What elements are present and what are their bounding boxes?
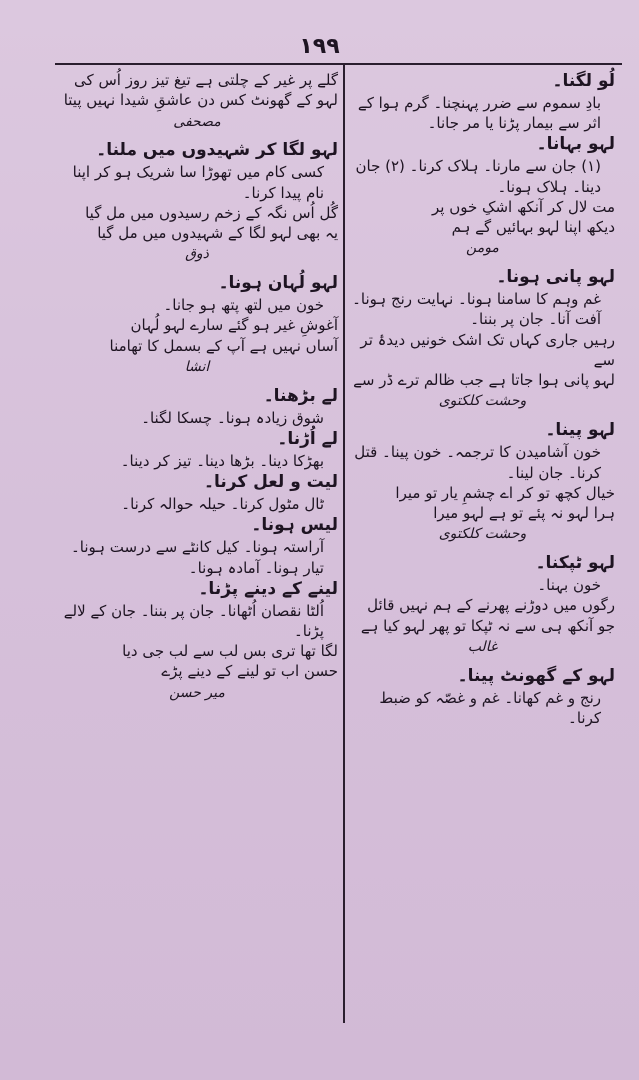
entry-definition: رنج و غم کھانا۔ غم و غصّہ کو ضبط کرنا۔: [379, 688, 601, 727]
verse-line: لہو کے گھونٹ کس دن عاشقِ شیدا نہیں پیتا: [63, 91, 338, 110]
entry-definition: غم وہم کا سامنا ہونا۔ نہایت رنج ہونا۔ آفت آنا۔ جان پر بننا۔: [352, 290, 601, 329]
entry-headword: لہو پانی ہونا۔: [496, 267, 615, 288]
entry-definition: بھڑکا دینا۔ بڑھا دینا۔ تیز کر دینا۔: [120, 451, 324, 470]
entry-headword: لُو لگنا۔: [552, 71, 615, 91]
verse-line: مت لال کر آنکھ اشکِ خوں پر: [432, 197, 615, 216]
verse-line: خیال کچھ تو کر اے چشمِ یار تو میرا: [395, 483, 615, 502]
verse-line: گلے پر غیر کے چلتی ہے تیغ تیز روز اُس کی: [74, 71, 338, 89]
entry-headword: لہو کے گھونٹ پینا۔: [457, 665, 615, 686]
left-column: [56, 70, 338, 711]
entry-headword: لیس ہونا۔: [251, 515, 338, 536]
verse-line: حسن اب تو لینے کے دینے پڑے: [161, 662, 338, 681]
entry-headword: لیت و لعل کرنا۔: [204, 472, 338, 493]
poet-name: مومن: [466, 240, 499, 257]
verse-line: رگوں میں دوڑنے پھرنے کے ہم نہیں قائل: [367, 596, 615, 615]
poet-name: غالب: [467, 638, 498, 655]
entry-headword: لہو ٹپکنا۔: [535, 553, 615, 574]
verse-line: دیکھ اپنا لہو بہائیں گے ہم: [451, 218, 615, 237]
entry-headword: لہو لُہان ہونا۔: [218, 273, 338, 294]
verse-line: آساں نہیں ہے آپ کے بسمل کا تھامنا: [109, 336, 338, 355]
entry-definition: کسی کام میں تھوڑا سا شریک ہو کر اپنا نام پیدا کرنا۔: [72, 163, 324, 202]
verse-line: یہ بھی لہو لگا کے شہیدوں میں مل گیا: [97, 224, 338, 243]
entry-definition: ٹال مٹول کرنا۔ حیلہ حوالہ کرنا۔: [121, 495, 324, 514]
entry-definition: خون میں لتھ پتھ ہو جانا۔: [163, 296, 324, 315]
poet-name: ذوق: [185, 246, 209, 263]
entry-headword: لینے کے دینے پڑنا۔: [198, 578, 338, 599]
poet-name: وحشت کلکتوی: [438, 393, 527, 410]
poet-name: مصحفی: [173, 113, 221, 130]
right-column: [350, 70, 615, 728]
entry-definition: (۱) جان سے مارنا۔ ہلاک کرنا۔ (۲) جان دینا۔ ہلاک ہونا۔: [355, 157, 601, 196]
verse-line: ہرا لہو نہ پئے تو ہے لہو میرا: [433, 504, 615, 523]
entry-definition: اُلٹا نقصان اُٹھانا۔ جان پر بننا۔ جان کے لالے پڑنا۔: [63, 601, 324, 640]
verse-line: آغوشِ غیر ہو گئے سارے لہو لُہان: [130, 316, 338, 335]
entry-definition: آراستہ ہونا۔ کیل کانٹے سے درست ہونا۔ تیار ہونا۔ آمادہ ہونا۔: [70, 538, 324, 577]
entry-headword: لہو لگا کر شہیدوں میں ملنا۔: [96, 140, 338, 161]
entry-definition: خون آشامیدن کا ترجمہ۔ خون پینا۔ قتل کرنا۔ جان لینا۔: [354, 443, 601, 482]
column-divider: [343, 63, 345, 1023]
verse-line: رہیں جاری کہاں تک اشک خونیں دیدۂ تر سے: [360, 330, 615, 369]
page-number: ۱۹۹: [299, 34, 340, 59]
entry-headword: لہو پینا۔: [545, 420, 615, 441]
poet-name: میر حسن: [169, 684, 225, 701]
entry-headword: لہو بہانا۔: [536, 134, 615, 155]
verse-line: گُل اُس نگہ کے زخم رسیدوں میں مل گیا: [85, 203, 338, 222]
poet-name: وحشت کلکتوی: [438, 526, 527, 543]
verse-line: جو آنکھ ہی سے نہ ٹپکا تو پھر لہو کیا ہے: [360, 616, 615, 635]
entry-headword: لے بڑھنا۔: [263, 385, 338, 406]
entry-definition: خون بہنا۔: [537, 576, 601, 595]
entry-definition: بادِ سموم سے ضرر پہنچنا۔ گرم ہوا کے اثر سے بیمار پڑنا یا مر جانا۔: [357, 93, 601, 133]
verse-line: لہو پانی ہوا جاتا ہے جب ظالم ترے ڈر سے: [353, 371, 615, 390]
poet-name: انشا: [184, 358, 210, 375]
entry-definition: شوق زیادہ ہونا۔ چسکا لگنا۔: [141, 408, 324, 427]
verse-line: لگا تھا تری بس لب سے لب جی دیا: [122, 642, 338, 661]
entry-headword: لے اُڑنا۔: [277, 428, 338, 449]
